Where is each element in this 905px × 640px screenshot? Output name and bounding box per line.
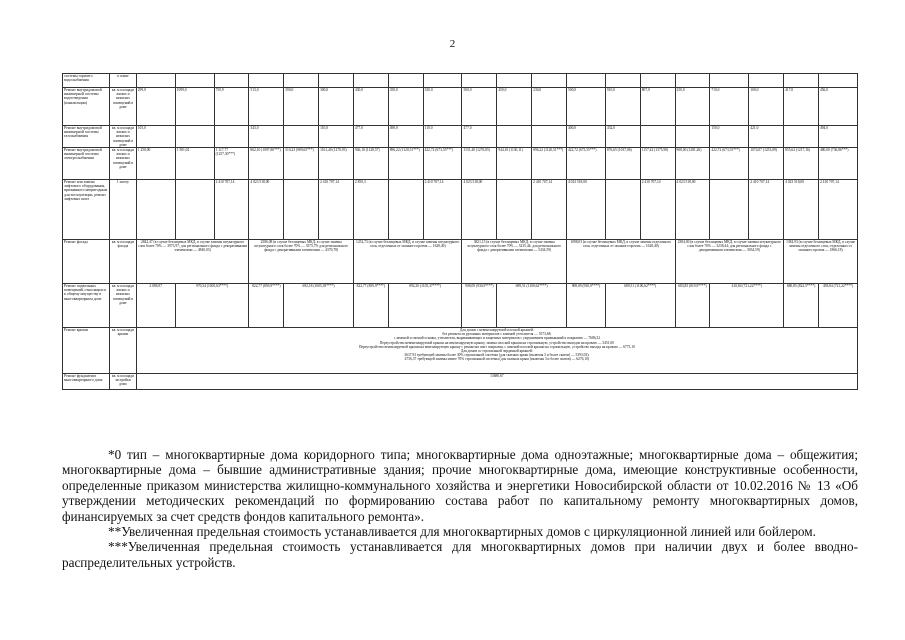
table-cell: 100,0 (749, 88, 784, 126)
table-cell: 1099,0 (175, 88, 214, 126)
table-cell: 458,84 (721,22****) (818, 284, 857, 328)
table-row (63, 328, 858, 374)
row-name: Ремонт внутридомовой инженерной системы электроснабжения (63, 148, 110, 180)
table-cell: 330,0 (423, 88, 462, 126)
row-unit: кв. м площади жилых и нежилых помещений в доме (110, 284, 137, 328)
table-cell: 692,18 (1005,39****) (284, 284, 354, 328)
table-cell: 13680,67 (136, 374, 857, 390)
table-cell (532, 74, 567, 88)
table-cell (388, 74, 423, 88)
footnote-1: *0 тип – многоквартирные дома коридорного типа; многоквартирные дома одноэтажные; многоквартирные дома – общежития; многоквартирные дома – бывшие административные здания; прочие многоквартирные дома, имеющие конструктивные особенности, определенные приказом министерства жилищно-коммунального хозяйства и энергетики Новосибирской области от 10.02.2016 № 13 «Об утверждении методических рекомендаций по формированию состава работ по капитальному ремонту многоквартирных домов, финансируемых за счет средств фондов капитального ремонта». (62, 447, 858, 524)
table-cell: 4 023 518,00 (249, 180, 284, 240)
footnote-2: **Увеличенная предельная стоимость устанавливается для многоквартирных домов с циркуляционной линией или бойлером. (108, 524, 816, 540)
table-cell: 822,77 (859,9****) (353, 284, 388, 328)
table-cell: 4 023 518,00 (566, 180, 605, 240)
row-name: Ремонт внутридомовой инженерной системы водоотведения (канализации) (63, 88, 110, 126)
row-name: Ремонт крыши (63, 328, 110, 374)
table-cell: 908,00 (1281,26) (675, 148, 710, 180)
table-cell (136, 74, 175, 88)
row-unit: 1 шахту (110, 180, 137, 240)
table-cell (640, 126, 675, 148)
table-row (63, 180, 858, 240)
table-cell: 480,00 (736,86***) (818, 148, 857, 180)
table-cell: 908,09 (930,9****) (462, 284, 497, 328)
row-name: Ремонт внутридомовой инженерной системы газоснабжения (63, 126, 110, 148)
table-cell (249, 74, 284, 88)
table-row (63, 374, 858, 390)
table-row (63, 148, 858, 180)
table-cell (675, 126, 710, 148)
table-cell (605, 74, 640, 88)
table-cell: 421,0 (749, 126, 784, 148)
note-line: Для домов с невентилируемой плоской крышей: (459, 328, 534, 333)
table-cell: 350,0 (388, 88, 423, 126)
table-cell (497, 126, 532, 148)
note-line: без ремонта из рулонных материалов с заменой утеплителя — 5573,68; (442, 332, 552, 337)
table-cell: 477,0 (353, 126, 388, 148)
table-cell: 2 410 707,14 (423, 180, 462, 240)
table-cell: 2586,08 (в случае безлицевых МКД, в случае замены штукатурного слоя более 70% — 3575,79; для регионального фонда с декоративными элементами — 4370,78) (249, 240, 353, 284)
table-cell (175, 126, 214, 148)
table-cell (214, 126, 249, 148)
row-note (136, 328, 857, 374)
table-cell (423, 74, 462, 88)
table-cell: 430,0 (353, 88, 388, 126)
table-cell: 477,0 (462, 126, 497, 148)
page-number: 2 (449, 38, 456, 50)
table-cell: 400,0 (566, 126, 605, 148)
row-unit: кв. м площади жилых и нежилых помещений в доме (110, 148, 137, 180)
table-cell: 970,34 (1003,63****) (175, 284, 249, 328)
table-cell (818, 74, 857, 88)
table-cell (214, 74, 249, 88)
table-cell: 2 410 707,14 (319, 180, 354, 240)
table-cell: 1252,73 (в случае безлицевых МКД, в случае замены штукатурного слоя, отделочных от оконного проема — 1628,40) (353, 240, 462, 284)
table-cell: 422,72 (673,55***) (710, 148, 749, 180)
table-cell: 1074,07 (1253,09) (749, 148, 784, 180)
table-cell: 896,22 (1120,51***) (532, 148, 567, 180)
table-cell: 2 410 707,14 (532, 180, 567, 240)
table-cell: 896,22 (1120,51***) (388, 148, 423, 180)
table-cell (784, 126, 819, 148)
table-cell: 390,0 (284, 88, 319, 126)
table-cell (605, 180, 640, 240)
table-cell: 1098,03 (в случае безлицевых МКД, в случае замены отделочного слоя, отделочных от оконного проема — 1628,40) (566, 240, 675, 284)
table-cell: 807,0 (640, 88, 675, 126)
table-cell (175, 180, 214, 240)
table-cell: 490,0 (388, 126, 423, 148)
row-name: Ремонт подвальных помещений, относящихся к общему имуществу в многоквартирном доме (63, 284, 110, 328)
table-cell: 2 410 707,14 (818, 180, 857, 240)
table-cell: 343,0 (249, 126, 284, 148)
table-cell: 2 086,97 (136, 284, 175, 328)
row-unit: в плане (110, 74, 137, 88)
table-cell: 4 023 518,00 (462, 180, 497, 240)
note-line: Переустройство невентилируемой крыши на вентилируемую крышу, замена плоской крыши на стропильную, устройство выходов на кровлю — 3451,00 (379, 340, 614, 345)
footnotes (62, 447, 858, 570)
table-cell: 689,51 (1100,62****) (605, 284, 675, 328)
row-name: системы горячего водоснабжения (63, 74, 110, 88)
table-cell: 299,0 (136, 88, 175, 126)
table-cell: 110,0 (423, 126, 462, 148)
table-cell: 2384,00 (в случае безлицевых МКД, в случае замены штукатурного слоя более 70% — 3238,44; для регионального фонда с декоративными элементами — 3034,59) (675, 240, 784, 284)
table-cell: 892,20 (1105,37****) (388, 284, 462, 328)
table-row (63, 240, 858, 284)
table-cell (462, 74, 497, 88)
table-cell: 3821,15 (в случае безлицевых МКД, в случае замены штукатурного слоя более 70% — 5235,44; для регионального фонда с декоративными элементами — 5434,59) (462, 240, 566, 284)
table-cell (353, 74, 388, 88)
table-cell: 946,10 (1128,57) (353, 148, 388, 180)
table-cell: 422,72 (673,55***) (423, 148, 462, 180)
table-row (63, 74, 858, 88)
table-cell: 944,10 (1130,11) (497, 148, 532, 180)
table-cell: 513,0 (249, 88, 284, 126)
table-cell (175, 74, 214, 88)
table-cell (640, 74, 675, 88)
table-cell: 410,84 (721,22****) (710, 284, 784, 328)
table-cell (566, 74, 605, 88)
table-cell (284, 180, 319, 240)
row-name: Ремонт или замена лифтового оборудования, признанного непригодным для эксплуатации, ремонт лифтовых шахт (63, 180, 110, 240)
table-cell (284, 74, 319, 88)
table-cell: 105,0 (136, 126, 175, 148)
table-cell: 1 117,77 (1257,30***) (214, 148, 249, 180)
table-cell: 1 250,00 (136, 148, 175, 180)
row-unit: кв. м площади крыши (110, 328, 137, 374)
table-cell: 2 410 707,14 (214, 180, 249, 240)
note-line: 3637,93 требующей замены более 30% стропильной системы (для скатных крыш (включая 3 и более скатов) — 5393,03); (404, 353, 590, 358)
table-cell: 417,0 (784, 88, 819, 126)
table-cell: 432,0 (605, 126, 640, 148)
table-cell: 150,0 (710, 126, 749, 148)
table-cell: 710,0 (710, 88, 749, 126)
table-cell (284, 126, 319, 148)
table-cell: 908,09 (930,9****) (566, 284, 605, 328)
table-cell: 683,85 (819,9****) (675, 284, 710, 328)
table-cell: 494,0 (818, 126, 857, 148)
table-cell: 2 410 707,14 (640, 180, 675, 240)
table-cell: 862,10 (1097,80***) (249, 148, 284, 180)
table-cell (784, 74, 819, 88)
table-cell (749, 74, 784, 88)
note-line: Переустройство вентилируемой крыши на вентилируемую крышу с ремонтом плит покрытия, с заменой плоской крыши на стропильную, устройство выхода на кровлю — 6773,10 (358, 344, 635, 349)
table-cell: 689,51 (1100,62****) (497, 284, 567, 328)
table-cell: 250,0 (675, 88, 710, 126)
table-cell (710, 74, 749, 88)
table-cell: 4 023 518,00 (784, 180, 819, 240)
note-line: 4756,37 требующей замены менее 70% стропильной системы (для скатных крыш (включая 3 и более скатов) — 6276,10) (404, 357, 590, 362)
table-cell: 456,0 (818, 88, 857, 126)
table-cell: 876,65 (1037,06) (605, 148, 640, 180)
table-cell: 422,72 (673,55***) (566, 148, 605, 180)
table-cell: 2 410 707,14 (749, 180, 784, 240)
table-cell: 450,0 (497, 88, 532, 126)
row-name: Ремонт фасада (63, 240, 110, 284)
table-cell (675, 74, 710, 88)
row-unit: кв. м площади жилых и нежилых помещений в доме (110, 126, 137, 148)
table-cell: 510,23 (989,65***) (284, 148, 319, 180)
table-cell (319, 74, 354, 88)
table-cell (497, 180, 532, 240)
table-cell: 2842,47 (в случае безлицевых МКД, в случае замены штукатурного слоя более 70% — 3973,97; для регионального фонда с декоративными элементами — 4840,03) (136, 240, 249, 284)
table-cell: 750,9 (214, 88, 249, 126)
table-cell (710, 180, 749, 240)
table-cell: 1 581,02 (175, 148, 214, 180)
table-cell: 1157,42 (1375,90) (640, 148, 675, 180)
table-cell: 110,0 (319, 126, 354, 148)
row-unit: кв. м площади застройки дома (110, 374, 137, 390)
cost-table (62, 73, 858, 390)
table-cell (497, 74, 532, 88)
table-body (63, 74, 858, 390)
table-cell: 230,0 (532, 88, 567, 126)
table-cell (136, 180, 175, 240)
footnote-3: ***Увеличенная предельная стоимость устанавливается для многоквартирных домов при наличии двух и более вводно-распределительных устройств. (62, 539, 858, 570)
table-cell: 300,0 (319, 88, 354, 126)
table-row (63, 88, 858, 126)
table-cell (388, 180, 423, 240)
table-cell: 1384,93 (в случае безлицевых МКД, в случае замены отделочного слоя, отделочных от оконного проема — 1866,18) (784, 240, 858, 284)
table-cell: 680,85 (822,5****) (784, 284, 819, 328)
row-unit: кв. м площади жилых и нежилых помещений в доме (110, 88, 137, 126)
row-unit: кв. м площади фасада (110, 240, 137, 284)
table-cell: 1151,40 (1276,05) (462, 148, 497, 180)
table-row (63, 126, 858, 148)
note-line: Для домов со стропильной чердачной крышей: (460, 349, 533, 354)
table-cell: 1161,40 (1270,93) (319, 148, 354, 180)
table-cell (532, 126, 567, 148)
table-cell: 822,77 (859,9****) (249, 284, 284, 328)
note-line: с заменой и сменой основы, утеплителя, выравнивающих и защитных материалов с укрупнением примыканий к покрытию — 7686,32 (393, 336, 601, 341)
table-cell: 910,0 (605, 88, 640, 126)
table-cell: 4 023 518,00 (675, 180, 710, 240)
row-name: Ремонт фундамента многоквартирного дома (63, 374, 110, 390)
table-row (63, 284, 858, 328)
table-cell: 500,0 (566, 88, 605, 126)
table-cell: 2 850,3 (353, 180, 388, 240)
table-cell: 500,0 (462, 88, 497, 126)
table-cell: 855,62 (1217,16) (784, 148, 819, 180)
